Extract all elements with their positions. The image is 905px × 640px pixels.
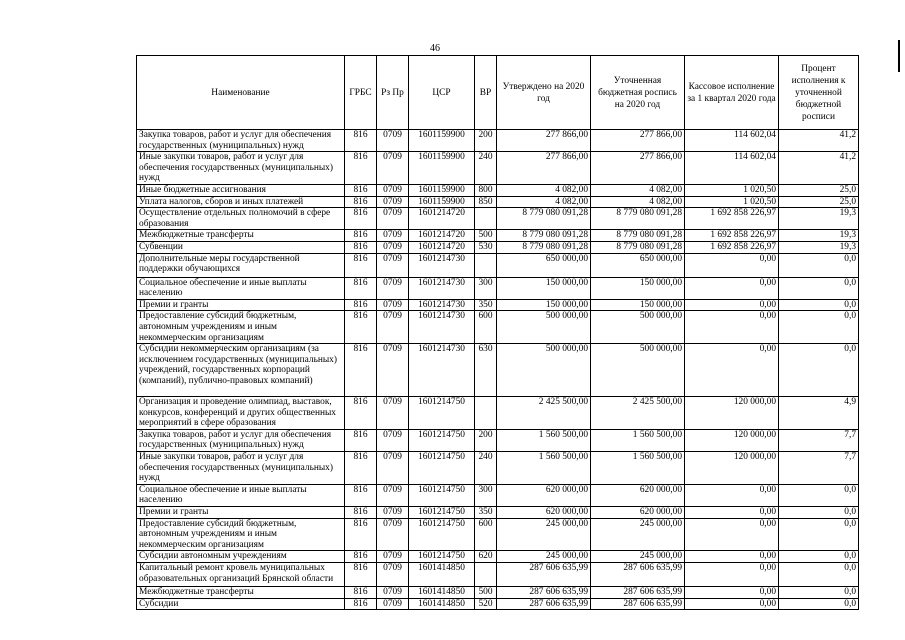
cell-csr: 1601214750 xyxy=(409,484,475,506)
cell-name: Предоставление субсидий бюджетным, автономным учреждениям и иным некоммерческим организациям xyxy=(137,311,345,344)
cell-name: Межбюджетные трансферты xyxy=(137,230,345,242)
cell-cash: 1 692 858 226,97 xyxy=(685,208,779,230)
cell-rzpr: 0709 xyxy=(377,507,409,519)
cell-cash: 1 020,50 xyxy=(685,196,779,208)
table-row xyxy=(137,208,859,230)
cell-name: Иные закупки товаров, работ и услуг для обеспечения государственных (муниципальных) нужд xyxy=(137,152,345,185)
cell-vr xyxy=(475,563,497,587)
cell-grbs: 816 xyxy=(345,277,377,299)
cell-csr: 1601214720 xyxy=(409,208,475,230)
table-row xyxy=(137,311,859,344)
cell-csr: 1601214730 xyxy=(409,311,475,344)
cell-cash: 0,00 xyxy=(685,598,779,610)
table-row xyxy=(137,563,859,587)
table-row xyxy=(137,241,859,253)
cell-approved: 277 866,00 xyxy=(497,152,591,185)
cell-refined: 150 000,00 xyxy=(591,299,685,311)
cell-grbs: 816 xyxy=(345,587,377,599)
cell-refined: 245 000,00 xyxy=(591,551,685,563)
cell-rzpr: 0709 xyxy=(377,253,409,277)
cell-name: Иные закупки товаров, работ и услуг для обеспечения государственных (муниципальных) нужд xyxy=(137,452,345,485)
cell-csr: 1601214720 xyxy=(409,241,475,253)
cell-grbs: 816 xyxy=(345,253,377,277)
cell-rzpr: 0709 xyxy=(377,208,409,230)
cell-vr: 600 xyxy=(475,311,497,344)
cell-rzpr: 0709 xyxy=(377,397,409,430)
table-body xyxy=(137,130,859,610)
cell-rzpr: 0709 xyxy=(377,344,409,397)
header-approved: Утверждено на 2020 год xyxy=(497,56,591,130)
cell-refined: 150 000,00 xyxy=(591,277,685,299)
cell-percent: 0,0 xyxy=(779,563,859,587)
cell-vr: 620 xyxy=(475,551,497,563)
table-row xyxy=(137,344,859,397)
cell-percent: 19,3 xyxy=(779,241,859,253)
cell-grbs: 816 xyxy=(345,208,377,230)
cell-grbs: 816 xyxy=(345,452,377,485)
cell-percent: 0,0 xyxy=(779,253,859,277)
cell-vr: 800 xyxy=(475,184,497,196)
cell-rzpr: 0709 xyxy=(377,598,409,610)
cell-cash: 1 020,50 xyxy=(685,184,779,196)
cell-csr: 1601214750 xyxy=(409,507,475,519)
cell-rzpr: 0709 xyxy=(377,299,409,311)
cell-cash: 0,00 xyxy=(685,587,779,599)
cell-grbs: 816 xyxy=(345,299,377,311)
cell-rzpr: 0709 xyxy=(377,518,409,551)
cell-refined: 1 560 500,00 xyxy=(591,429,685,451)
header-percent: Процент исполнения к уточненной бюджетной росписи xyxy=(779,56,859,130)
margin-mark xyxy=(898,40,900,72)
table-row xyxy=(137,518,859,551)
cell-cash: 0,00 xyxy=(685,551,779,563)
cell-name: Капитальный ремонт кровель муниципальных образовательных организаций Брянской области xyxy=(137,563,345,587)
header-vr: ВР xyxy=(475,56,497,130)
table-row xyxy=(137,299,859,311)
cell-csr: 1601214720 xyxy=(409,230,475,242)
cell-approved: 150 000,00 xyxy=(497,299,591,311)
cell-refined: 8 779 080 091,28 xyxy=(591,230,685,242)
table-header-row xyxy=(137,56,859,130)
cell-refined: 4 082,00 xyxy=(591,184,685,196)
cell-approved: 4 082,00 xyxy=(497,184,591,196)
cell-vr xyxy=(475,208,497,230)
cell-csr: 1601159900 xyxy=(409,196,475,208)
cell-name: Субсидии xyxy=(137,598,345,610)
cell-rzpr: 0709 xyxy=(377,452,409,485)
cell-csr: 1601214750 xyxy=(409,518,475,551)
cell-percent: 19,3 xyxy=(779,208,859,230)
cell-rzpr: 0709 xyxy=(377,429,409,451)
cell-name: Предоставление субсидий бюджетным, автономным учреждениям и иным некоммерческим организациям xyxy=(137,518,345,551)
cell-grbs: 816 xyxy=(345,230,377,242)
cell-vr: 600 xyxy=(475,518,497,551)
cell-rzpr: 0709 xyxy=(377,130,409,152)
cell-cash: 0,00 xyxy=(685,518,779,551)
cell-cash: 0,00 xyxy=(685,484,779,506)
cell-csr: 1601214750 xyxy=(409,551,475,563)
cell-name: Субвенции xyxy=(137,241,345,253)
table-row xyxy=(137,152,859,185)
cell-refined: 8 779 080 091,28 xyxy=(591,208,685,230)
cell-approved: 8 779 080 091,28 xyxy=(497,208,591,230)
cell-refined: 4 082,00 xyxy=(591,196,685,208)
table-row xyxy=(137,230,859,242)
table-row xyxy=(137,277,859,299)
cell-rzpr: 0709 xyxy=(377,563,409,587)
table-row xyxy=(137,598,859,610)
cell-rzpr: 0709 xyxy=(377,152,409,185)
table-row xyxy=(137,452,859,485)
cell-percent: 0,0 xyxy=(779,277,859,299)
cell-cash: 0,00 xyxy=(685,563,779,587)
cell-percent: 7,7 xyxy=(779,429,859,451)
cell-grbs: 816 xyxy=(345,311,377,344)
cell-grbs: 816 xyxy=(345,184,377,196)
cell-vr: 500 xyxy=(475,230,497,242)
cell-name: Закупка товаров, работ и услуг для обеспечения государственных (муниципальных) нужд xyxy=(137,429,345,451)
cell-rzpr: 0709 xyxy=(377,484,409,506)
cell-refined: 500 000,00 xyxy=(591,344,685,397)
table-row xyxy=(137,253,859,277)
cell-percent: 41,2 xyxy=(779,130,859,152)
cell-name: Дополнительные меры государственной поддержки обучающихся xyxy=(137,253,345,277)
cell-refined: 8 779 080 091,28 xyxy=(591,241,685,253)
table-row xyxy=(137,587,859,599)
cell-rzpr: 0709 xyxy=(377,587,409,599)
cell-csr: 1601214730 xyxy=(409,299,475,311)
table-row xyxy=(137,397,859,430)
cell-rzpr: 0709 xyxy=(377,230,409,242)
table-row xyxy=(137,184,859,196)
header-name: Наименование xyxy=(137,56,345,130)
cell-csr: 1601414850 xyxy=(409,587,475,599)
cell-percent: 25,0 xyxy=(779,196,859,208)
cell-vr: 240 xyxy=(475,152,497,185)
cell-percent: 0,0 xyxy=(779,518,859,551)
cell-grbs: 816 xyxy=(345,152,377,185)
cell-name: Уплата налогов, сборов и иных платежей xyxy=(137,196,345,208)
cell-percent: 0,0 xyxy=(779,299,859,311)
cell-name: Социальное обеспечение и иные выплаты населению xyxy=(137,277,345,299)
cell-grbs: 816 xyxy=(345,344,377,397)
cell-csr: 1601214750 xyxy=(409,452,475,485)
cell-refined: 500 000,00 xyxy=(591,311,685,344)
cell-refined: 1 560 500,00 xyxy=(591,452,685,485)
cell-csr: 1601414850 xyxy=(409,563,475,587)
budget-table xyxy=(136,55,859,610)
cell-approved: 245 000,00 xyxy=(497,518,591,551)
cell-refined: 620 000,00 xyxy=(591,484,685,506)
cell-approved: 650 000,00 xyxy=(497,253,591,277)
cell-name: Премии и гранты xyxy=(137,299,345,311)
cell-cash: 0,00 xyxy=(685,277,779,299)
cell-refined: 620 000,00 xyxy=(591,507,685,519)
cell-vr: 200 xyxy=(475,130,497,152)
cell-rzpr: 0709 xyxy=(377,184,409,196)
cell-refined: 287 606 635,99 xyxy=(591,563,685,587)
cell-vr: 300 xyxy=(475,277,497,299)
cell-cash: 120 000,00 xyxy=(685,397,779,430)
cell-percent: 0,0 xyxy=(779,551,859,563)
cell-csr: 1601159900 xyxy=(409,130,475,152)
cell-cash: 0,00 xyxy=(685,344,779,397)
table-row xyxy=(137,484,859,506)
cell-percent: 0,0 xyxy=(779,344,859,397)
cell-percent: 7,7 xyxy=(779,452,859,485)
header-grbs: ГРБС xyxy=(345,56,377,130)
cell-csr: 1601214750 xyxy=(409,397,475,430)
cell-vr: 200 xyxy=(475,429,497,451)
header-rzpr: Рз Пр xyxy=(377,56,409,130)
cell-vr: 850 xyxy=(475,196,497,208)
table-row xyxy=(137,551,859,563)
cell-rzpr: 0709 xyxy=(377,196,409,208)
cell-name: Премии и гранты xyxy=(137,507,345,519)
cell-vr: 350 xyxy=(475,507,497,519)
cell-name: Социальное обеспечение и иные выплаты населению xyxy=(137,484,345,506)
cell-cash: 0,00 xyxy=(685,253,779,277)
cell-approved: 150 000,00 xyxy=(497,277,591,299)
cell-approved: 8 779 080 091,28 xyxy=(497,230,591,242)
cell-csr: 1601414850 xyxy=(409,598,475,610)
cell-grbs: 816 xyxy=(345,429,377,451)
cell-approved: 4 082,00 xyxy=(497,196,591,208)
cell-name: Субсидии автономным учреждениям xyxy=(137,551,345,563)
cell-approved: 500 000,00 xyxy=(497,344,591,397)
cell-percent: 0,0 xyxy=(779,507,859,519)
table-row xyxy=(137,507,859,519)
cell-approved: 8 779 080 091,28 xyxy=(497,241,591,253)
cell-name: Организация и проведение олимпиад, выставок, конкурсов, конференций и других общественных мероприятий в сфере образования xyxy=(137,397,345,430)
cell-cash: 1 692 858 226,97 xyxy=(685,230,779,242)
cell-approved: 1 560 500,00 xyxy=(497,452,591,485)
cell-grbs: 816 xyxy=(345,518,377,551)
cell-percent: 19,3 xyxy=(779,230,859,242)
cell-vr: 300 xyxy=(475,484,497,506)
cell-name: Иные бюджетные ассигнования xyxy=(137,184,345,196)
cell-cash: 1 692 858 226,97 xyxy=(685,241,779,253)
cell-name: Закупка товаров, работ и услуг для обеспечения государственных (муниципальных) нужд xyxy=(137,130,345,152)
cell-csr: 1601159900 xyxy=(409,184,475,196)
cell-percent: 0,0 xyxy=(779,598,859,610)
cell-approved: 500 000,00 xyxy=(497,311,591,344)
cell-approved: 287 606 635,99 xyxy=(497,587,591,599)
cell-cash: 0,00 xyxy=(685,507,779,519)
cell-refined: 277 866,00 xyxy=(591,152,685,185)
cell-percent: 25,0 xyxy=(779,184,859,196)
cell-cash: 114 602,04 xyxy=(685,130,779,152)
cell-cash: 120 000,00 xyxy=(685,452,779,485)
cell-grbs: 816 xyxy=(345,241,377,253)
cell-vr xyxy=(475,397,497,430)
cell-vr: 630 xyxy=(475,344,497,397)
cell-percent: 4,9 xyxy=(779,397,859,430)
cell-approved: 277 866,00 xyxy=(497,130,591,152)
cell-grbs: 816 xyxy=(345,563,377,587)
cell-refined: 2 425 500,00 xyxy=(591,397,685,430)
cell-rzpr: 0709 xyxy=(377,241,409,253)
cell-refined: 277 866,00 xyxy=(591,130,685,152)
cell-refined: 287 606 635,99 xyxy=(591,587,685,599)
cell-grbs: 816 xyxy=(345,507,377,519)
cell-approved: 620 000,00 xyxy=(497,507,591,519)
header-cash: Кассовое исполнение за 1 квартал 2020 года xyxy=(685,56,779,130)
cell-vr: 500 xyxy=(475,587,497,599)
cell-grbs: 816 xyxy=(345,484,377,506)
cell-vr: 240 xyxy=(475,452,497,485)
cell-rzpr: 0709 xyxy=(377,311,409,344)
budget-table-container xyxy=(136,55,858,610)
cell-grbs: 816 xyxy=(345,196,377,208)
cell-percent: 0,0 xyxy=(779,484,859,506)
table-row xyxy=(137,196,859,208)
page-number: 46 xyxy=(430,43,440,54)
cell-csr: 1601159900 xyxy=(409,152,475,185)
cell-grbs: 816 xyxy=(345,397,377,430)
cell-vr: 520 xyxy=(475,598,497,610)
cell-approved: 620 000,00 xyxy=(497,484,591,506)
cell-grbs: 816 xyxy=(345,598,377,610)
cell-cash: 0,00 xyxy=(685,299,779,311)
cell-percent: 0,0 xyxy=(779,587,859,599)
cell-vr: 530 xyxy=(475,241,497,253)
cell-cash: 0,00 xyxy=(685,311,779,344)
table-row xyxy=(137,429,859,451)
cell-approved: 287 606 635,99 xyxy=(497,563,591,587)
cell-refined: 245 000,00 xyxy=(591,518,685,551)
cell-refined: 287 606 635,99 xyxy=(591,598,685,610)
cell-approved: 245 000,00 xyxy=(497,551,591,563)
cell-name: Субсидии некоммерческим организациям (за исключением государственных (муниципальных) учреждений, государственных корпораций (компаний), публично-правовых компаний) xyxy=(137,344,345,397)
cell-vr: 350 xyxy=(475,299,497,311)
cell-rzpr: 0709 xyxy=(377,277,409,299)
cell-csr: 1601214730 xyxy=(409,253,475,277)
cell-csr: 1601214730 xyxy=(409,344,475,397)
cell-grbs: 816 xyxy=(345,130,377,152)
cell-approved: 2 425 500,00 xyxy=(497,397,591,430)
cell-grbs: 816 xyxy=(345,551,377,563)
cell-rzpr: 0709 xyxy=(377,551,409,563)
cell-cash: 120 000,00 xyxy=(685,429,779,451)
cell-approved: 287 606 635,99 xyxy=(497,598,591,610)
cell-csr: 1601214750 xyxy=(409,429,475,451)
header-csr: ЦСР xyxy=(409,56,475,130)
cell-csr: 1601214730 xyxy=(409,277,475,299)
header-refined: Уточненная бюджетная роспись на 2020 год xyxy=(591,56,685,130)
cell-vr xyxy=(475,253,497,277)
cell-percent: 0,0 xyxy=(779,311,859,344)
table-row xyxy=(137,130,859,152)
cell-name: Осуществление отдельных полномочий в сфере образования xyxy=(137,208,345,230)
cell-approved: 1 560 500,00 xyxy=(497,429,591,451)
cell-name: Межбюджетные трансферты xyxy=(137,587,345,599)
cell-percent: 41,2 xyxy=(779,152,859,185)
cell-refined: 650 000,00 xyxy=(591,253,685,277)
cell-cash: 114 602,04 xyxy=(685,152,779,185)
